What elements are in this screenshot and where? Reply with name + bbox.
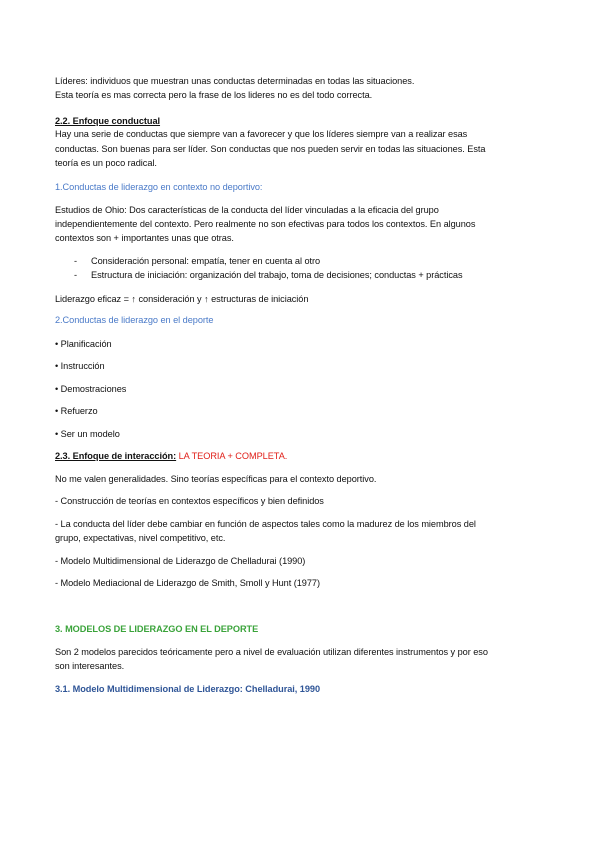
dash-item-consideracion: Consideración personal: empatía, tener en cuenta al otro — [91, 256, 321, 266]
section-2-3-heading-line — [55, 449, 287, 463]
bullet-item: • Ser un modelo — [55, 429, 120, 439]
section-2-2-paragraph-line-3: teoría es un poco radical. — [55, 158, 157, 168]
section-2-3-line-1: No me valen generalidades. Sino teorías específicas para el contexto deportivo. — [55, 474, 377, 484]
ohio-paragraph-line-3: contextos son + importantes unas que otras. — [55, 233, 234, 243]
dash-item-estructura: Estructura de iniciación: organización del trabajo, toma de decisiones; conductas + prácticas — [91, 270, 463, 280]
intro-line-2: Esta teoría es mas correcta pero la frase de los lideres no es del todo correcta. — [55, 90, 373, 100]
section-2-3-line-2: - Construcción de teorías en contextos específicos y bien definidos — [55, 496, 324, 506]
ohio-paragraph-line-2: independientemente del contexto. Pero realmente no son efectivas para todos los contextos. En algunos — [55, 219, 476, 229]
bullet-item: • Demostraciones — [55, 384, 127, 394]
section-3-line-2: son interesantes. — [55, 661, 125, 671]
bullet-item: • Instrucción — [55, 361, 105, 371]
section-2-2-heading: 2.2. Enfoque conductual — [55, 116, 161, 126]
section-2-3-highlight: LA TEORIA + COMPLETA. — [176, 451, 288, 461]
section-2-3-line-3a: - La conducta del líder debe cambiar en función de aspectos tales como la madurez de los miembros del — [55, 519, 476, 529]
dash-marker: - — [74, 270, 78, 280]
section-2-3-heading: 2.3. Enfoque de interacción: — [55, 451, 177, 461]
liderazgo-eficaz-formula: Liderazgo eficaz = ↑ consideración y ↑ estructuras de iniciación — [55, 294, 309, 304]
intro-line-1: Líderes: individuos que muestran unas conductas determinadas en todas las situaciones. — [55, 76, 415, 86]
subsection-2-heading: 2.Conductas de liderazgo en el deporte — [55, 315, 214, 325]
section-2-2-paragraph-line-2: conductas. Son buenas para ser líder. Son conductas que nos pueden servir en todas las situaciones. Esta — [55, 144, 486, 154]
subsection-1-heading: 1.Conductas de liderazgo en contexto no deportivo: — [55, 182, 263, 192]
dash-marker: - — [74, 256, 78, 266]
section-2-3-line-3b: grupo, expectativas, nivel competitivo, etc. — [55, 533, 226, 543]
section-3-1-heading: 3.1. Modelo Multidimensional de Liderazgo: Chelladurai, 1990 — [55, 684, 321, 694]
ohio-paragraph-line-1: Estudios de Ohio: Dos características de la conducta del líder vinculadas a la eficacia del grupo — [55, 205, 439, 215]
bullet-item: • Refuerzo — [55, 406, 98, 416]
section-2-2-paragraph-line-1: Hay una serie de conductas que siempre van a favorecer y que los líderes siempre van a realizar esas — [55, 129, 468, 139]
section-3-heading: 3. MODELOS DE LIDERAZGO EN EL DEPORTE — [55, 624, 259, 634]
chelladurai-model-item: - Modelo Multidimensional de Liderazgo de Chelladurai (1990) — [55, 556, 306, 566]
smith-smoll-hunt-model-item: - Modelo Mediacional de Liderazgo de Smith, Smoll y Hunt (1977) — [55, 578, 320, 588]
section-3-line-1: Son 2 modelos parecidos teóricamente pero a nivel de evaluación utilizan diferentes instrumentos y por eso — [55, 647, 488, 657]
bullet-item: • Planificación — [55, 339, 112, 349]
